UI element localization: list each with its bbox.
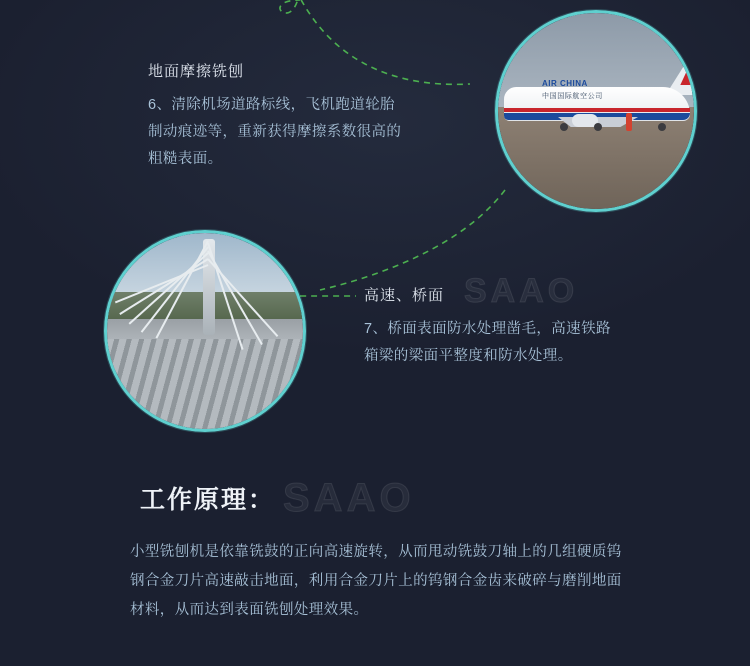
airport-runway-photo: [495, 10, 697, 212]
section-airport-paragraph: 6、清除机场道路标线，飞机跑道轮胎制动痕迹等，重新获得摩擦系数很高的粗糙表面。: [148, 97, 402, 167]
section-bridge-paragraph: 7、桥面表面防水处理凿毛，高速铁路箱梁的梁面平整度和防水处理。: [364, 321, 611, 364]
plane-red-stripe: [504, 108, 690, 112]
watermark-principle: SAAO: [283, 476, 415, 520]
section-airport-title: 地面摩擦铣刨: [148, 63, 245, 80]
watermark-bridge: SAAO: [464, 272, 579, 310]
principle-body: 小型铣刨机是依靠铣鼓的正向高速旋转，从而甩动铣鼓刀轴上的几组硬质钨钢合金刀片高速敲击地面，利用合金刀片上的钨钢合金齿来破碎与磨削地面材料，从而达到表面铣刨处理效果。: [130, 544, 622, 618]
plane-landing-gear: [560, 123, 568, 131]
plane-nose-gear: [658, 123, 666, 131]
photo-bridge-deck: [107, 319, 303, 429]
ground-worker: [626, 113, 632, 131]
plane-livery-title: AIR CHINA: [542, 79, 588, 88]
section-bridge-title: 高速、桥面: [364, 287, 445, 304]
plane-landing-gear: [594, 123, 602, 131]
principle-heading: 工作原理：: [140, 486, 276, 514]
plane-livery-subtitle: 中国国际航空公司: [542, 93, 603, 100]
section-airport: [148, 60, 408, 173]
bridge-deck-photo: [104, 230, 306, 432]
